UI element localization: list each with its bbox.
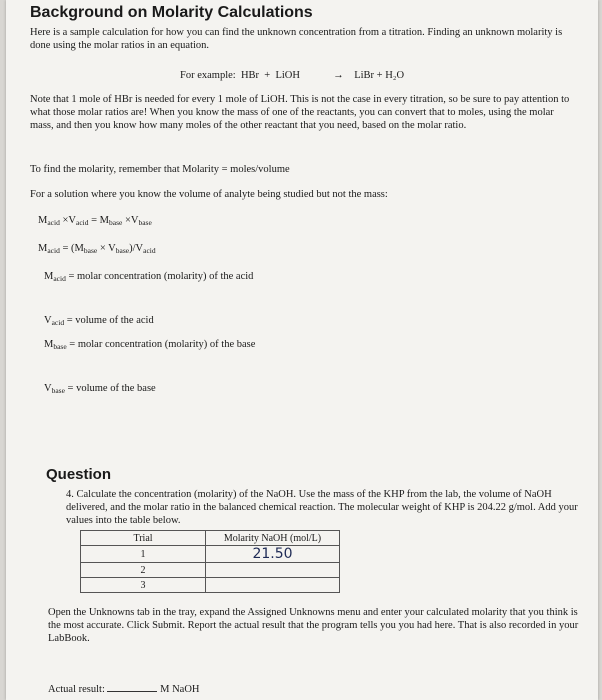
- v-symbol: V: [135, 243, 144, 254]
- def-macid-text: = molar concentration (molarity) of the acid: [68, 271, 254, 282]
- equals-sign: =: [62, 243, 69, 254]
- reaction-arrow: →: [333, 70, 344, 81]
- table-row: [81, 578, 340, 593]
- page-title: Background on Molarity Calculations: [30, 4, 313, 21]
- v-symbol: V: [44, 315, 52, 326]
- plus-sign: +: [264, 70, 271, 81]
- intro-paragraph: Here is a sample calculation for how you can find the unknown concentration from a titration. Finding an unknown molarity is done using the molar ratios in an equation.: [30, 27, 563, 51]
- m-symbol: M: [44, 339, 54, 350]
- trial-cell: 3: [81, 578, 206, 593]
- v-symbol: V: [44, 383, 52, 394]
- slash: /: [132, 243, 136, 254]
- v-symbol: V: [108, 243, 116, 254]
- header-molarity: Molarity NaOH (mol/L): [206, 531, 340, 546]
- m-symbol: M: [74, 243, 84, 254]
- times-sign: ×: [62, 215, 69, 226]
- trial-cell: 1: [81, 546, 206, 563]
- table-row: [81, 546, 340, 563]
- example-label: For example:: [180, 70, 236, 81]
- m-symbol: M: [44, 271, 54, 282]
- actual-result-blank[interactable]: [107, 682, 157, 692]
- def-mbase-text: = molar concentration (molarity) of the base: [69, 339, 256, 350]
- molarity-table: [80, 530, 340, 593]
- instructions-paragraph: Open the Unknowns tab in the tray, expand the Assigned Unknowns menu and enter your calculated molarity that you think is the most accurate. Click Submit. Report the actual result that the program tells you you had here. That is also recorded in your LabBook.: [48, 607, 579, 644]
- base-subscript: base: [115, 246, 130, 255]
- m-symbol: M: [38, 243, 48, 254]
- reactant-hbr: HBr: [240, 70, 260, 81]
- products: LiBr + H₂O: [354, 70, 405, 81]
- note-paragraph: Note that 1 mole of HBr is needed for every 1 mole of LiOH. This is not the case in every titration, so be sure to pay attention to what those molar ratios are! When you know the mass of one of the reactants, you can convert that to moles, using the molar mass, and then you know how many moles of the other reactant that you need, based on the molar ratio.: [30, 94, 570, 131]
- v-symbol: V: [68, 215, 76, 226]
- base-subscript: base: [138, 218, 152, 227]
- acid-subscript: acid: [75, 218, 89, 227]
- base-subscript: base: [53, 342, 67, 351]
- times-sign: ×: [124, 215, 131, 226]
- reactant-lioh: LiOH: [275, 70, 300, 81]
- table-row: [81, 563, 340, 578]
- def-macid: [44, 270, 274, 286]
- acid-subscript: acid: [47, 246, 60, 255]
- base-subscript: base: [83, 246, 98, 255]
- actual-result-unit: M NaOH: [160, 684, 200, 695]
- titration-equation: [38, 215, 152, 227]
- header-trial: Trial: [81, 531, 206, 546]
- molarity-cell[interactable]: [206, 563, 340, 578]
- actual-result-line: [48, 682, 199, 695]
- question-heading: Question: [46, 466, 112, 483]
- acid-subscript: acid: [51, 318, 65, 327]
- rearranged-equation: [38, 243, 156, 255]
- actual-result-label: Actual result:: [48, 684, 105, 695]
- acid-subscript: acid: [47, 218, 60, 227]
- trial-cell: 2: [81, 563, 206, 578]
- acid-subscript: acid: [53, 274, 66, 283]
- worksheet-page: [6, 0, 598, 700]
- example-equation: [180, 70, 404, 81]
- times-sign: ×: [99, 243, 106, 254]
- molarity-cell[interactable]: [206, 578, 340, 593]
- acid-subscript: acid: [143, 246, 156, 255]
- solution-description: For a solution where you know the volume of analyte being studied but not the mass:: [30, 189, 388, 200]
- molarity-definition: To find the molarity, remember that Molarity = moles/volume: [30, 164, 290, 175]
- m-symbol: M: [38, 215, 48, 226]
- def-vbase-text: = volume of the base: [67, 383, 156, 394]
- base-subscript: base: [109, 218, 123, 227]
- molarity-cell[interactable]: [206, 546, 340, 563]
- m-symbol: M: [99, 215, 109, 226]
- equals-sign: =: [91, 215, 98, 226]
- left-paren: (: [71, 243, 75, 254]
- def-mbase: [44, 338, 274, 354]
- question-text: 4. Calculate the concentration (molarity) of the NaOH. Use the mass of the KHP from the lab, the volume of NaOH delivered, and the molar ratio in the balanced chemical reaction. The molecular weight of KHP is 204.22 g/mol. Add your values into the table below.: [66, 489, 578, 526]
- right-paren: ): [129, 243, 133, 254]
- base-subscript: base: [51, 386, 65, 395]
- v-symbol: V: [130, 215, 139, 226]
- def-vacid: [44, 315, 154, 327]
- def-vacid-text: = volume of the acid: [66, 315, 154, 326]
- def-vbase: [44, 383, 156, 395]
- table-header-row: [81, 531, 340, 546]
- handwritten-value: 21.50: [252, 546, 293, 562]
